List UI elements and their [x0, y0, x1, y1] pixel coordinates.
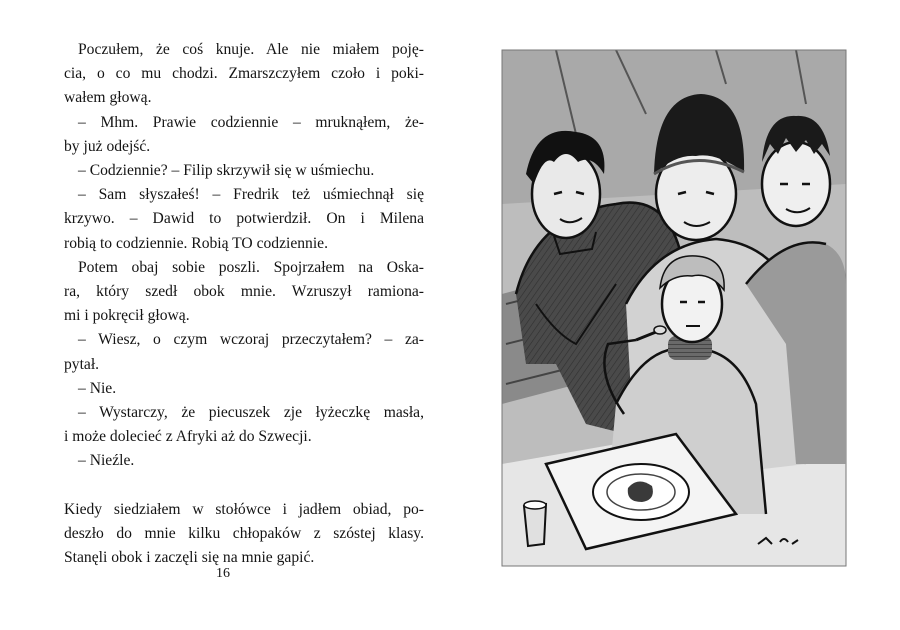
text-line: i może dolecieć z Afryki aż do Szwecji.: [64, 428, 312, 446]
paragraph-spacer: [64, 474, 424, 498]
text-line: – Nie.: [78, 379, 117, 397]
text-line: cia, o co mu chodzi. Zmarszczyłem czoło i poki-: [64, 65, 424, 83]
text-page: [64, 38, 424, 570]
text-line: Kiedy siedziałem w stołówce i jadłem obiad, po-: [64, 500, 424, 518]
text-line: Stanęli obok i zaczęli się na mnie gapić.: [64, 549, 315, 567]
cup: [524, 501, 546, 546]
text-line: ra, który szedł obok mnie. Wzruszył ramiona-: [64, 283, 424, 301]
paragraph: [64, 498, 424, 571]
text-line: – Mhm. Prawie codziennie – mruknąłem, że-: [78, 113, 424, 131]
dialogue: [64, 328, 424, 473]
text-line: mi i pokręcił głową.: [64, 307, 190, 325]
text-line: deszło do mnie kilku chłopaków z szóstej klasy.: [64, 524, 424, 542]
page-number: 16: [216, 566, 230, 581]
text-line: – Wystarczy, że piecuszek zje łyżeczkę masła,: [78, 404, 424, 422]
text-line: pytał.: [64, 355, 100, 373]
cafeteria-illustration: [496, 44, 852, 572]
text-line: Potem obaj sobie poszli. Spojrzałem na Oska-: [78, 258, 424, 276]
text-line: – Wiesz, o czym wczoraj przeczytałem? – za-: [78, 331, 424, 349]
paragraph: [64, 38, 424, 111]
text-line: Poczułem, że coś knuje. Ale nie miałem poję-: [78, 41, 424, 58]
text-line: by już odejść.: [64, 137, 151, 155]
text-line: – Sam słyszałeś! – Fredrik też uśmiechnął się: [78, 186, 424, 204]
text-line: – Codziennie? – Filip skrzywił się w uśmiechu.: [78, 162, 375, 180]
dialogue: [64, 111, 424, 256]
text-line: wałem głową.: [64, 89, 152, 107]
paragraph: [64, 256, 424, 329]
text-line: robią to codziennie. Robią TO codziennie.: [64, 234, 329, 252]
text-line: krzywo. – Dawid to potwierdził. On i Milena: [64, 210, 424, 228]
text-line: – Nieźle.: [78, 452, 135, 470]
